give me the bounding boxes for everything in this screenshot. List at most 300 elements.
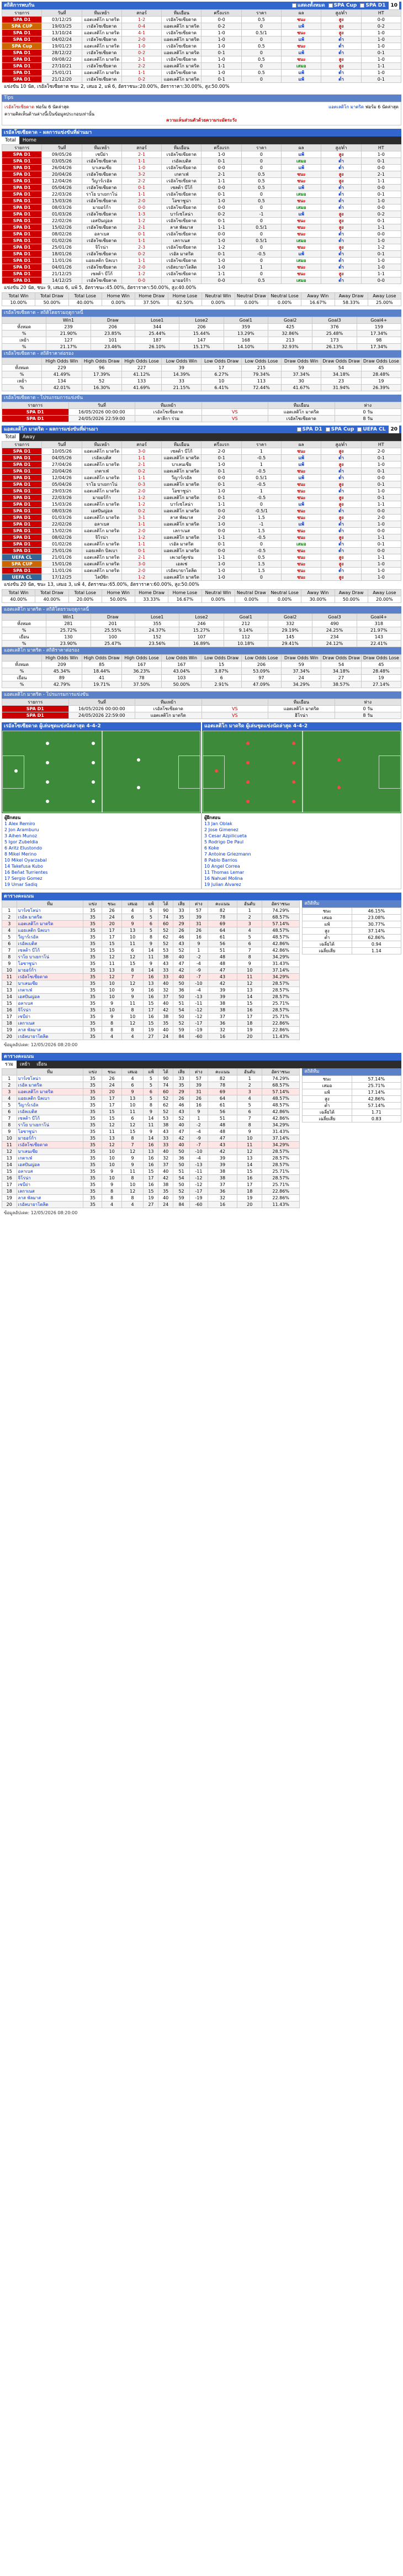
table-cell: 35 (83, 1000, 102, 1007)
table-row[interactable] (2, 980, 300, 987)
table-cell: 0 (241, 165, 281, 171)
column-header: Draw Odds Lose (361, 655, 401, 662)
table-cell: 20/04/26 (42, 468, 82, 475)
table-cell: 9 (190, 941, 208, 947)
column-header: ทีมเยือน (268, 402, 335, 409)
table-cell: 0 (241, 258, 281, 264)
table-cell: 8 (121, 1007, 144, 1014)
column-header: ทีมเหย้า (82, 442, 121, 448)
table-row[interactable] (2, 56, 401, 63)
table-cell: 0-1 (361, 455, 401, 461)
table-cell: 0-2 (121, 251, 161, 258)
table-cell: SPA D1 (2, 258, 42, 264)
table-row[interactable] (2, 987, 300, 994)
tab-away[interactable]: Away (22, 434, 35, 440)
table-cell: เรอัลโซเซียดาด (162, 165, 202, 171)
table-cell: มายอร์ก้า (82, 204, 121, 211)
table-row[interactable] (2, 1148, 300, 1155)
table-cell: 234 (312, 634, 357, 641)
table-cell: แอตเลติโก มาดริด (82, 17, 121, 23)
table-cell: 1-0 (361, 70, 401, 76)
table-row[interactable] (2, 475, 401, 481)
table-row[interactable] (2, 244, 401, 251)
table-cell: 32.93% (268, 344, 312, 350)
table-cell: 16 (144, 994, 158, 1000)
tab-home[interactable]: Home (22, 138, 36, 143)
h2h-count-select[interactable]: 10 (389, 2, 399, 9)
column-header (2, 901, 17, 907)
h2h-header (2, 2, 401, 9)
table-row[interactable] (2, 17, 401, 23)
table-row[interactable] (2, 258, 401, 264)
away-filter-cup[interactable]: SPA Cup (326, 426, 354, 433)
h2h-filter-d1[interactable]: SPA D1 (360, 2, 385, 9)
table-cell: 39 (208, 1162, 237, 1168)
table-row[interactable] (2, 515, 401, 521)
checkbox-icon[interactable] (326, 427, 330, 432)
table-cell: 42.86% (352, 1096, 401, 1103)
table-row[interactable] (2, 185, 401, 191)
table-row[interactable] (2, 561, 401, 568)
table-cell: 50.00% (162, 681, 202, 688)
table-row[interactable] (2, 488, 401, 495)
table-cell: 47 (173, 1129, 189, 1135)
table-cell: เกตาเฟ่ (17, 987, 83, 994)
table-row[interactable] (2, 1175, 300, 1182)
table-cell: SPA D1 (2, 191, 42, 198)
tips-right-form: ฟอร์ม 6 นัดล่าสุด (365, 104, 399, 109)
table-cell: 4 (102, 1202, 121, 1208)
table-cell: 0-2 (202, 23, 241, 30)
table-cell: แพ้ (282, 501, 321, 508)
table-cell: -2 (190, 954, 208, 961)
table-cell: 22/03/26 (42, 495, 82, 501)
column-header: เสีย (173, 1069, 189, 1075)
table-cell: 1 (2, 907, 17, 914)
table-cell: 74 (158, 1082, 173, 1089)
table-cell: 11 (144, 954, 158, 961)
away-recent-header (2, 426, 401, 433)
table-cell: ต่ำ (321, 185, 361, 191)
table-cell: 1-2 (121, 574, 161, 581)
table-row[interactable] (2, 204, 401, 211)
table-cell: 21/01/26 (42, 554, 82, 561)
column-header: Lose2 (179, 317, 224, 324)
table-cell: 35 (83, 914, 102, 921)
checkbox-icon[interactable] (357, 427, 362, 432)
table-cell: 22.86% (262, 1195, 300, 1202)
table-row[interactable] (2, 548, 401, 554)
table-cell: ทั้งหมด (2, 662, 42, 668)
table-cell: 17 (237, 1182, 262, 1188)
table-row (303, 1089, 401, 1096)
table-row[interactable] (2, 508, 401, 515)
column-header: ชนะ (102, 901, 121, 907)
table-cell: สูง (303, 1096, 352, 1103)
table-row[interactable] (2, 712, 401, 719)
table-row[interactable] (2, 277, 401, 284)
table-cell: 0-0 (361, 204, 401, 211)
table-cell: 24 (158, 1202, 173, 1208)
table-row[interactable] (2, 974, 300, 980)
lineup-headers (2, 722, 401, 730)
table-cell: เรอัลโซเซียดาด (82, 251, 121, 258)
table-cell: มายอร์ก้า (82, 495, 121, 501)
table-cell: 24 (102, 1082, 121, 1089)
table-row[interactable] (2, 1109, 300, 1115)
table-cell: 24.37% (135, 627, 179, 634)
table-cell: เรอัลเบติส (82, 455, 121, 461)
column-header: สูง/ต่ำ (321, 145, 361, 151)
table-cell: แอตเลติโก มาดริด (162, 63, 202, 70)
table-row[interactable] (2, 501, 401, 508)
table-cell: ชนะ (282, 481, 321, 488)
table-cell: 35 (83, 1175, 102, 1182)
player-name: 6 Aritz Elustondo (4, 846, 43, 851)
table-cell: 41.49% (42, 371, 82, 378)
table-cell: 28.57% (262, 1148, 300, 1155)
table-cell: 0-0 (202, 528, 241, 534)
table-row[interactable] (2, 934, 300, 941)
table-row[interactable] (2, 76, 401, 83)
table-cell: 27 (144, 1033, 158, 1040)
column-header: วันที่ (42, 10, 82, 17)
home-schedule-table (2, 402, 401, 422)
table-cell: 26 (102, 907, 121, 914)
tab-total[interactable]: Total (2, 137, 19, 144)
table-cell: 59 (173, 1027, 189, 1033)
table-cell: 74.29% (262, 1075, 300, 1082)
table-cell: สูง (303, 928, 352, 935)
table-cell: โอซาซูน่า (162, 198, 202, 204)
table-cell: 1-1 (121, 191, 161, 198)
table-cell: เสมอ (282, 158, 321, 165)
table-row[interactable] (2, 1102, 300, 1109)
table-row[interactable] (2, 947, 300, 954)
table-row[interactable] (2, 574, 401, 581)
column-header: Away Lose (368, 293, 401, 300)
table-cell: ต่ำ (321, 548, 361, 554)
table-cell: เรอัลโซเซียดาด (82, 198, 121, 204)
table-cell: 09/08/22 (42, 56, 82, 63)
table-row[interactable] (2, 191, 401, 198)
table-cell: 35 (83, 974, 102, 980)
table-row[interactable] (2, 70, 401, 76)
table-cell: 1.5 (241, 568, 281, 574)
table-row[interactable] (2, 238, 401, 244)
table-row[interactable] (2, 528, 401, 534)
table-cell: ชนะ (282, 534, 321, 541)
table-row[interactable] (2, 409, 401, 416)
table-cell: 0.5 (241, 17, 281, 23)
table-cell: สูง (321, 244, 361, 251)
table-cell: เรอัลเบติส (17, 1109, 83, 1115)
table-row[interactable] (2, 251, 401, 258)
table-cell: 6 (202, 675, 241, 681)
table-cell: สูง (321, 461, 361, 468)
table-row[interactable] (2, 921, 300, 927)
table-cell: แพ้ (282, 455, 321, 461)
table-cell: เรอัลโซเซียดาด (82, 158, 121, 165)
table-row[interactable] (2, 23, 401, 30)
table-cell: 24.12% (312, 641, 357, 647)
tab-all[interactable]: รวม (2, 1061, 17, 1068)
table-row[interactable] (2, 1135, 300, 1142)
table-row[interactable] (2, 1202, 300, 1208)
table-row[interactable] (2, 554, 401, 561)
table-cell: 0-0 (361, 277, 401, 284)
table-row[interactable] (2, 1168, 300, 1175)
table-cell: SPA D1 (2, 70, 42, 76)
standings-header (2, 893, 401, 900)
table-row[interactable] (2, 954, 300, 961)
table-cell: ชนะ (282, 548, 321, 554)
table-row[interactable] (2, 171, 401, 178)
column-header: ต่าง (190, 901, 208, 907)
column-header: ห่าง (335, 402, 401, 409)
table-cell: 41.69% (121, 385, 161, 391)
table-row[interactable] (2, 178, 401, 185)
home-pitch (2, 730, 201, 813)
table-row[interactable] (2, 198, 401, 204)
table-cell: -4 (190, 1155, 208, 1162)
checkbox-icon[interactable] (360, 3, 364, 8)
table-row[interactable] (2, 271, 401, 277)
table-cell: 35 (83, 987, 102, 994)
table-row[interactable] (2, 1182, 300, 1188)
table-cell: 35 (83, 1095, 102, 1102)
table-cell: 152 (135, 634, 179, 641)
table-cell: แอตเลติโก มาดริด (82, 561, 121, 568)
table-cell: 40.00% (68, 300, 102, 306)
table-cell: 48 (208, 1122, 237, 1129)
table-cell: 4 (237, 1095, 262, 1102)
h2h-filter-all[interactable]: แสดงทั้งหมด (292, 2, 325, 9)
table-row[interactable] (2, 448, 401, 455)
checkbox-icon[interactable] (328, 3, 333, 8)
table-row[interactable] (2, 165, 401, 171)
table-cell: 1-2 (121, 495, 161, 501)
checkbox-icon[interactable] (297, 427, 301, 432)
column-header: อันดับ (237, 901, 262, 907)
table-row[interactable] (2, 1195, 300, 1202)
table-row[interactable] (2, 914, 300, 921)
table-cell: 2-0 (361, 515, 401, 521)
table-row[interactable] (2, 1033, 300, 1040)
table-cell: 89 (42, 675, 82, 681)
away-filter-d1[interactable]: SPA D1 (297, 426, 322, 433)
table-cell: 38.57% (321, 681, 361, 688)
table-row[interactable] (2, 416, 401, 422)
table-row[interactable] (2, 994, 300, 1000)
tab-total[interactable]: Total (2, 433, 19, 441)
table-row[interactable] (2, 63, 401, 70)
table-cell: 22.86% (262, 1027, 300, 1033)
column-header: ราคา (241, 442, 281, 448)
column-header: Home Lose (168, 590, 202, 596)
table-cell: 20 (237, 1033, 262, 1040)
table-cell: เรอัลโซเซียดาด (82, 50, 121, 56)
table-row[interactable] (2, 1027, 300, 1033)
table-cell: ต่ำ (321, 277, 361, 284)
table-cell: 0.5 (241, 70, 281, 76)
table-row[interactable] (2, 36, 401, 43)
tab-away[interactable]: เยือน (36, 1062, 47, 1067)
table-row[interactable] (2, 211, 401, 218)
column-header: Low Odds Win (162, 655, 202, 662)
table-cell: 57.14% (262, 1089, 300, 1095)
table-cell: 1-0 (202, 488, 241, 495)
table-cell: 103 (162, 675, 202, 681)
table-row[interactable] (2, 30, 401, 36)
table-cell: ต่ำ (321, 43, 361, 50)
table-row[interactable] (2, 218, 401, 224)
table-row[interactable] (2, 481, 401, 488)
column-header: ทีม (17, 1069, 83, 1075)
table-cell: 0-2 (361, 23, 401, 30)
table-row[interactable] (2, 1075, 300, 1082)
checkbox-icon[interactable] (292, 3, 296, 8)
table-cell: 229 (42, 365, 82, 371)
table-row[interactable] (2, 1095, 300, 1102)
table-cell: 38 (158, 1122, 173, 1129)
table-row[interactable] (2, 1007, 300, 1014)
table-row[interactable] (2, 521, 401, 528)
table-cell: 13/10/24 (42, 30, 82, 36)
table-cell: 35 (83, 1007, 102, 1014)
table-row[interactable] (2, 541, 401, 548)
table-cell: 2-0 (121, 488, 161, 495)
table-row[interactable] (2, 1000, 300, 1007)
table-row[interactable] (2, 468, 401, 475)
table-row[interactable] (2, 907, 300, 914)
table-row[interactable] (2, 264, 401, 271)
table-cell: โอซาซูน่า (162, 488, 202, 495)
table-row[interactable] (2, 455, 401, 461)
column-header: ชนะ (102, 1069, 121, 1075)
h2h-summary: แข่งขัน 10 นัด, เรอัลโซเซียดาด ชนะ 2, เสมอ 2, แพ้ 6, อัตราชนะ:20.00%, อัตราราคา:30.00%, สูง:50.00% (4, 84, 230, 90)
table-cell: 2-1 (121, 224, 161, 231)
table-cell: 47 (208, 967, 237, 974)
table-cell: 50.00% (102, 596, 135, 603)
table-cell: 29.41% (268, 641, 312, 647)
table-cell: มายอร์ก้า (162, 277, 202, 284)
table-cell: 43 (158, 961, 173, 967)
table-cell: 35 (83, 1102, 102, 1109)
table-cell: 14 (237, 1162, 262, 1168)
table-row[interactable] (2, 1155, 300, 1162)
table-cell: 26 (173, 927, 189, 934)
home-recent-table (2, 144, 401, 284)
table-cell: SPA D1 (2, 158, 42, 165)
table-row[interactable] (2, 495, 401, 501)
table-cell: 0.00% (202, 300, 235, 306)
away-recent-odds-table (2, 589, 401, 603)
table-cell: 1-0 (121, 43, 161, 50)
table-row[interactable] (2, 568, 401, 574)
table-cell: 15.27% (179, 627, 224, 634)
table-cell: 32.86% (268, 330, 312, 337)
table-row[interactable] (2, 1089, 300, 1095)
table-cell: -12 (190, 1014, 208, 1020)
table-cell: แอตเลติโก มาดริด (82, 30, 121, 36)
table-cell: 0.5 (241, 185, 281, 191)
away-count-select[interactable]: 20 (389, 426, 399, 433)
standings-side-title: สถิติทีม (302, 900, 401, 907)
table-cell: 6 (121, 947, 144, 954)
table-cell: -0.5 (241, 455, 281, 461)
table-cell: SPA D1 (2, 224, 42, 231)
column-header: Draw Odds Win (282, 358, 321, 365)
table-cell: 25.71% (352, 1083, 401, 1089)
home-schedule-title: เรอัลโซเซียดาด - โปรแกรมการแข่งขัน (2, 395, 401, 402)
standings2-title: ตารางคะแนน (4, 1054, 34, 1059)
away-filter-ucl[interactable]: UEFA CL (357, 426, 385, 433)
tab-home[interactable]: เหย้า (19, 1062, 30, 1067)
table-row[interactable] (2, 967, 300, 974)
table-row[interactable] (2, 158, 401, 165)
table-row[interactable] (2, 1142, 300, 1148)
table-cell: 19.71% (82, 681, 121, 688)
table-cell: 52 (173, 1115, 189, 1122)
table-cell: 35 (83, 1089, 102, 1095)
table-row[interactable] (2, 961, 300, 967)
table-row[interactable] (2, 461, 401, 468)
table-row[interactable] (2, 1082, 300, 1089)
table-cell: 16 (144, 974, 158, 980)
table-cell: 3-1 (121, 515, 161, 521)
table-row[interactable] (2, 1162, 300, 1168)
table-cell: 16 (144, 987, 158, 994)
table-row[interactable] (2, 50, 401, 56)
table-row[interactable] (2, 224, 401, 231)
table-cell: SPA D1 (2, 151, 42, 158)
table-row[interactable] (2, 1014, 300, 1020)
table-row[interactable] (2, 151, 401, 158)
table-row[interactable] (2, 706, 401, 712)
table-cell: แอตเลติโก มาดริด (82, 448, 121, 455)
table-cell: 25.71% (262, 1000, 300, 1007)
table-row[interactable] (2, 927, 300, 934)
table-row[interactable] (2, 1188, 300, 1195)
table-cell: 40 (158, 1027, 173, 1033)
table-cell: ต่ำ (321, 70, 361, 76)
player-name: 1 Alex Remiro (4, 821, 35, 826)
table-row[interactable] (2, 231, 401, 238)
table-cell: 3-0 (121, 448, 161, 455)
table-cell: 24 (102, 914, 121, 921)
table-row[interactable] (2, 1020, 300, 1027)
table-row[interactable] (2, 1122, 300, 1129)
table-row[interactable] (2, 1129, 300, 1135)
table-cell: 50 (173, 1182, 189, 1188)
table-cell: 74 (158, 914, 173, 921)
table-cell: 9 (2, 961, 17, 967)
table-row[interactable] (2, 534, 401, 541)
table-row[interactable] (2, 941, 300, 947)
column-header: เสมอ (121, 1069, 144, 1075)
column-header: Home Draw (135, 293, 168, 300)
table-cell: แพ้ (282, 251, 321, 258)
column-header: ผล (282, 442, 321, 448)
table-cell: SPA D1 (2, 455, 42, 461)
table-cell: SPA D1 (2, 277, 42, 284)
table-cell: -60 (190, 1202, 208, 1208)
table-row (2, 371, 401, 378)
table-row[interactable] (2, 1115, 300, 1122)
h2h-filter-cup[interactable]: SPA Cup (328, 2, 357, 9)
table-row[interactable] (2, 43, 401, 50)
